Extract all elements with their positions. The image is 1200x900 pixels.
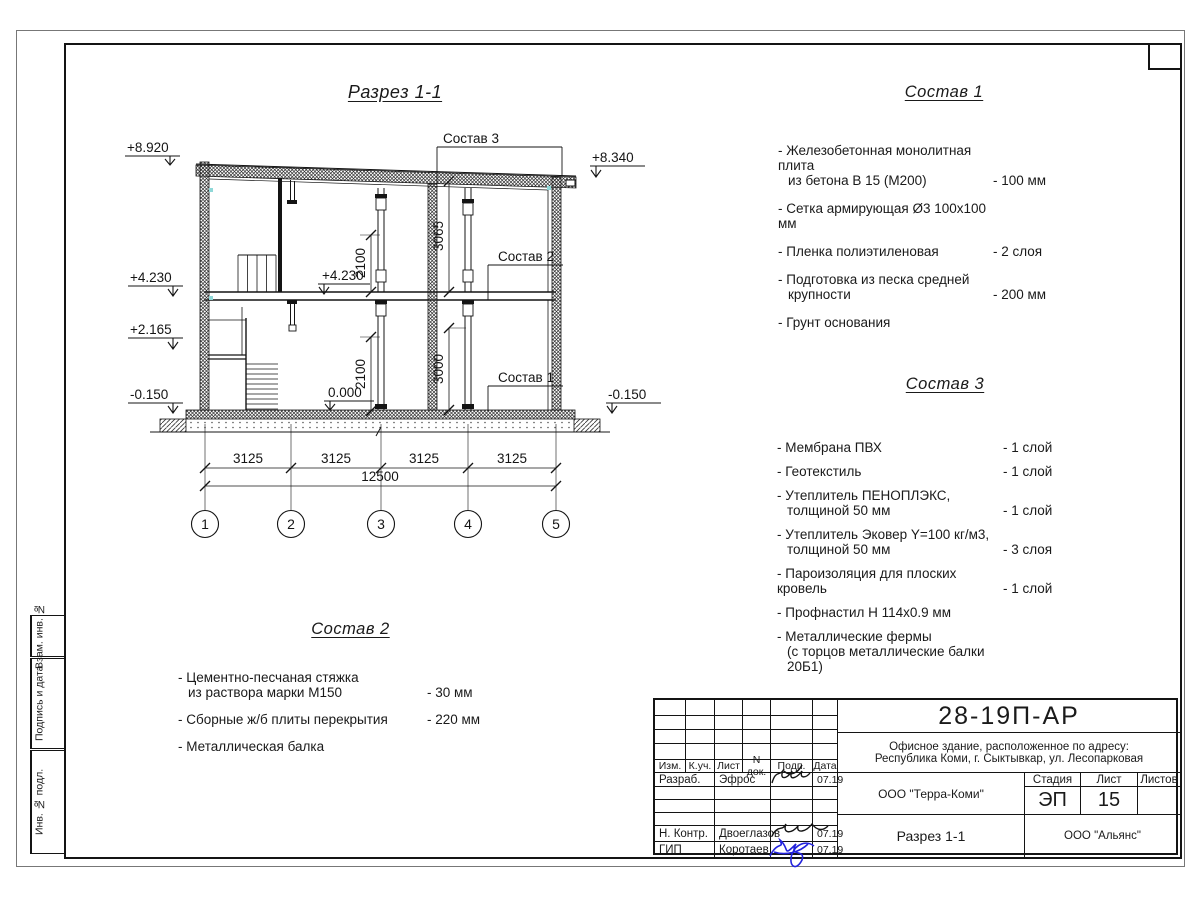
material-line: - Пленка полиэтиленовая [778,244,939,259]
dim-text: 3125 [408,451,440,466]
material-value: - 200 мм [993,287,1047,302]
side-stamp-label: Инв. № подл. [31,751,47,853]
axis-label: 5 [552,516,560,532]
sostav3-block [777,377,1113,674]
section-title: Разрез 1-1 [347,82,443,102]
material-line: - Утеплитель Эковер Y=100 кг/м3, [777,527,990,542]
material-item [778,315,1110,330]
object-line2: Республика Коми, г. Сыктывкар, ул. Лесопарковая [874,752,1144,765]
grid-line [812,786,813,825]
col-data: Дата [813,760,837,772]
grid-line [685,700,686,759]
sheet-value: 15 [1080,786,1137,814]
sostav2-block [178,622,523,754]
elevation-2165: +2.165 [130,322,172,337]
material-line: - Цементно-песчаная стяжка [178,670,359,685]
razrab-date: 07.19 [812,772,837,786]
nk-name: Двоеглазов [714,825,770,841]
contractor: ООО "Альянс" [1024,814,1180,857]
dim-text: 3000 [431,353,446,385]
elevation-minus0150-right: -0.150 [608,387,647,402]
material-line: - Металлическая балка [178,739,325,754]
gip-date: 07.19 [812,841,837,857]
sheets-value [1137,786,1180,814]
dim-text: 3125 [496,451,528,466]
sostav1-block [778,85,1110,330]
sheet-name: Разрез 1-1 [837,814,1024,857]
grid-line [770,700,771,759]
material-line: из бетона В 15 (М200) [788,173,927,188]
material-value: - 1 слой [1003,440,1053,455]
material-item [777,605,1113,620]
callout-sostav3: Состав 3 [443,131,499,146]
title-block [653,698,1178,855]
material-line: - Металлические фермы [777,629,932,644]
stage-value: ЭП [1024,786,1080,814]
material-line: - Геотекстиль [777,464,862,479]
elevation-8920: +8.920 [127,140,169,155]
material-item [778,201,1110,231]
material-value: - 1 слой [1003,503,1053,518]
material-item [178,712,523,727]
callout-sostav2: Состав 2 [498,249,554,264]
material-item [778,143,1110,188]
grid-line [655,786,837,787]
organization: ООО "Терра-Коми" [837,772,1024,814]
razrab-name: Эфрос [714,772,770,786]
grid-line [655,743,837,744]
ground-slab [150,410,610,436]
material-line: из раствора марки М150 [188,685,342,700]
nk-signature-cell [770,825,812,841]
grid-line [770,786,771,825]
material-line: - Профнастил Н 114х0.9 мм [777,605,951,620]
material-value: - 1 слой [1003,581,1053,596]
col-ndok: N док. [742,759,770,772]
material-item [178,739,523,754]
gip-name: Коротаев [714,841,770,857]
stage-label: Стадия [1024,772,1080,786]
object-description [837,732,1180,772]
material-line: - Сетка армирующая Ø3 100х100 мм [778,201,987,231]
elevation-8340: +8.340 [592,150,634,165]
material-line: - Грунт основания [778,315,891,330]
material-value: - 220 мм [427,712,481,727]
material-value: - 30 мм [427,685,473,700]
material-item [778,244,1110,259]
material-line: - Мембрана ПВХ [777,440,882,455]
material-line: крупности [788,287,851,302]
material-line: (с торцов металлические балки 20Б1) [787,644,985,674]
elevation-4230-in: +4.230 [322,268,364,283]
horizontal-dimensions [233,451,527,484]
grid-line [742,700,743,759]
dim-text: 3065 [431,220,446,252]
grid-line [655,715,837,716]
side-stamp [30,603,64,855]
dim-text: 3125 [320,451,352,466]
razrab-signature-cell [770,772,812,786]
axis-label: 3 [377,516,385,532]
material-value: - 100 мм [993,173,1047,188]
material-item [777,629,1113,674]
sostav3-heading: Состав 3 [905,375,985,393]
col-list: Лист [714,759,742,772]
floor-slab [204,292,556,300]
elevation-4230-out: +4.230 [130,270,172,285]
grid-line [714,786,715,825]
gip-role: ГИП [655,841,714,857]
dim-text-total: 12500 [361,469,399,484]
document-number: 28-19П-АР [837,700,1180,732]
axis-label: 4 [464,516,472,532]
axis-label: 2 [287,516,295,532]
material-value: - 1 слой [1003,464,1053,479]
material-line: - Подготовка из песка средней [778,272,970,287]
grid-line [655,729,837,730]
side-stamp-label: Подпись и дата [31,659,47,748]
object-line1: Офисное здание, расположенное по адресу: [889,740,1129,753]
gip-signature-cell [770,841,812,857]
material-item [777,527,1113,557]
grid-line [714,700,715,759]
side-stamp-cell [30,658,65,749]
material-value: - 3 слоя [1003,542,1053,557]
material-item [777,440,1113,455]
nk-role: Н. Контр. [655,825,714,841]
material-line: толщиной 50 мм [787,503,891,518]
material-item [777,566,1113,596]
material-value: - 2 слоя [993,244,1043,259]
sostav2-heading: Состав 2 [311,620,390,638]
stairs [208,255,278,410]
material-line: - Утеплитель ПЕНОПЛЭКС, [777,488,951,503]
col-izm: Изм. [655,759,685,772]
material-item [778,272,1110,302]
col-kuch: К.уч. [685,759,714,772]
sheets-label: Листов [1137,772,1180,786]
dim-text: 3125 [232,451,264,466]
elevation-0000: 0.000 [328,385,362,400]
nk-date: 07.19 [812,825,837,841]
callout-sostav1: Состав 1 [498,370,554,385]
material-item [777,464,1113,479]
vertical-dimensions [360,176,466,416]
callout-labels [443,131,554,385]
grid-line [655,799,837,800]
material-line: - Железобетонная монолитная плита [778,143,972,173]
material-item [178,670,523,700]
axis-label: 1 [201,516,209,532]
material-line: - Сборные ж/б плиты перекрытия [178,712,388,727]
dim-text: 2100 [353,247,368,279]
roof-slab [196,164,576,190]
sostav1-heading: Состав 1 [904,83,984,101]
material-line: толщиной 50 мм [787,542,891,557]
sheet-label: Лист [1080,772,1137,786]
grid-line [812,700,813,759]
side-stamp-cell [30,750,65,854]
side-stamp-label: Взам. инв. № [31,616,47,656]
elevation-minus0150-left: -0.150 [130,387,169,402]
grid-line [655,812,837,813]
side-stamp-cell [30,603,65,669]
material-line: - Пароизоляция для плоских кровель [777,566,957,596]
material-item [777,488,1113,518]
dim-text: 2100 [353,358,368,390]
razrab-role: Разраб. [655,772,714,786]
col-podp: Подп. [770,759,812,772]
axis-bubble-labels [201,516,560,532]
